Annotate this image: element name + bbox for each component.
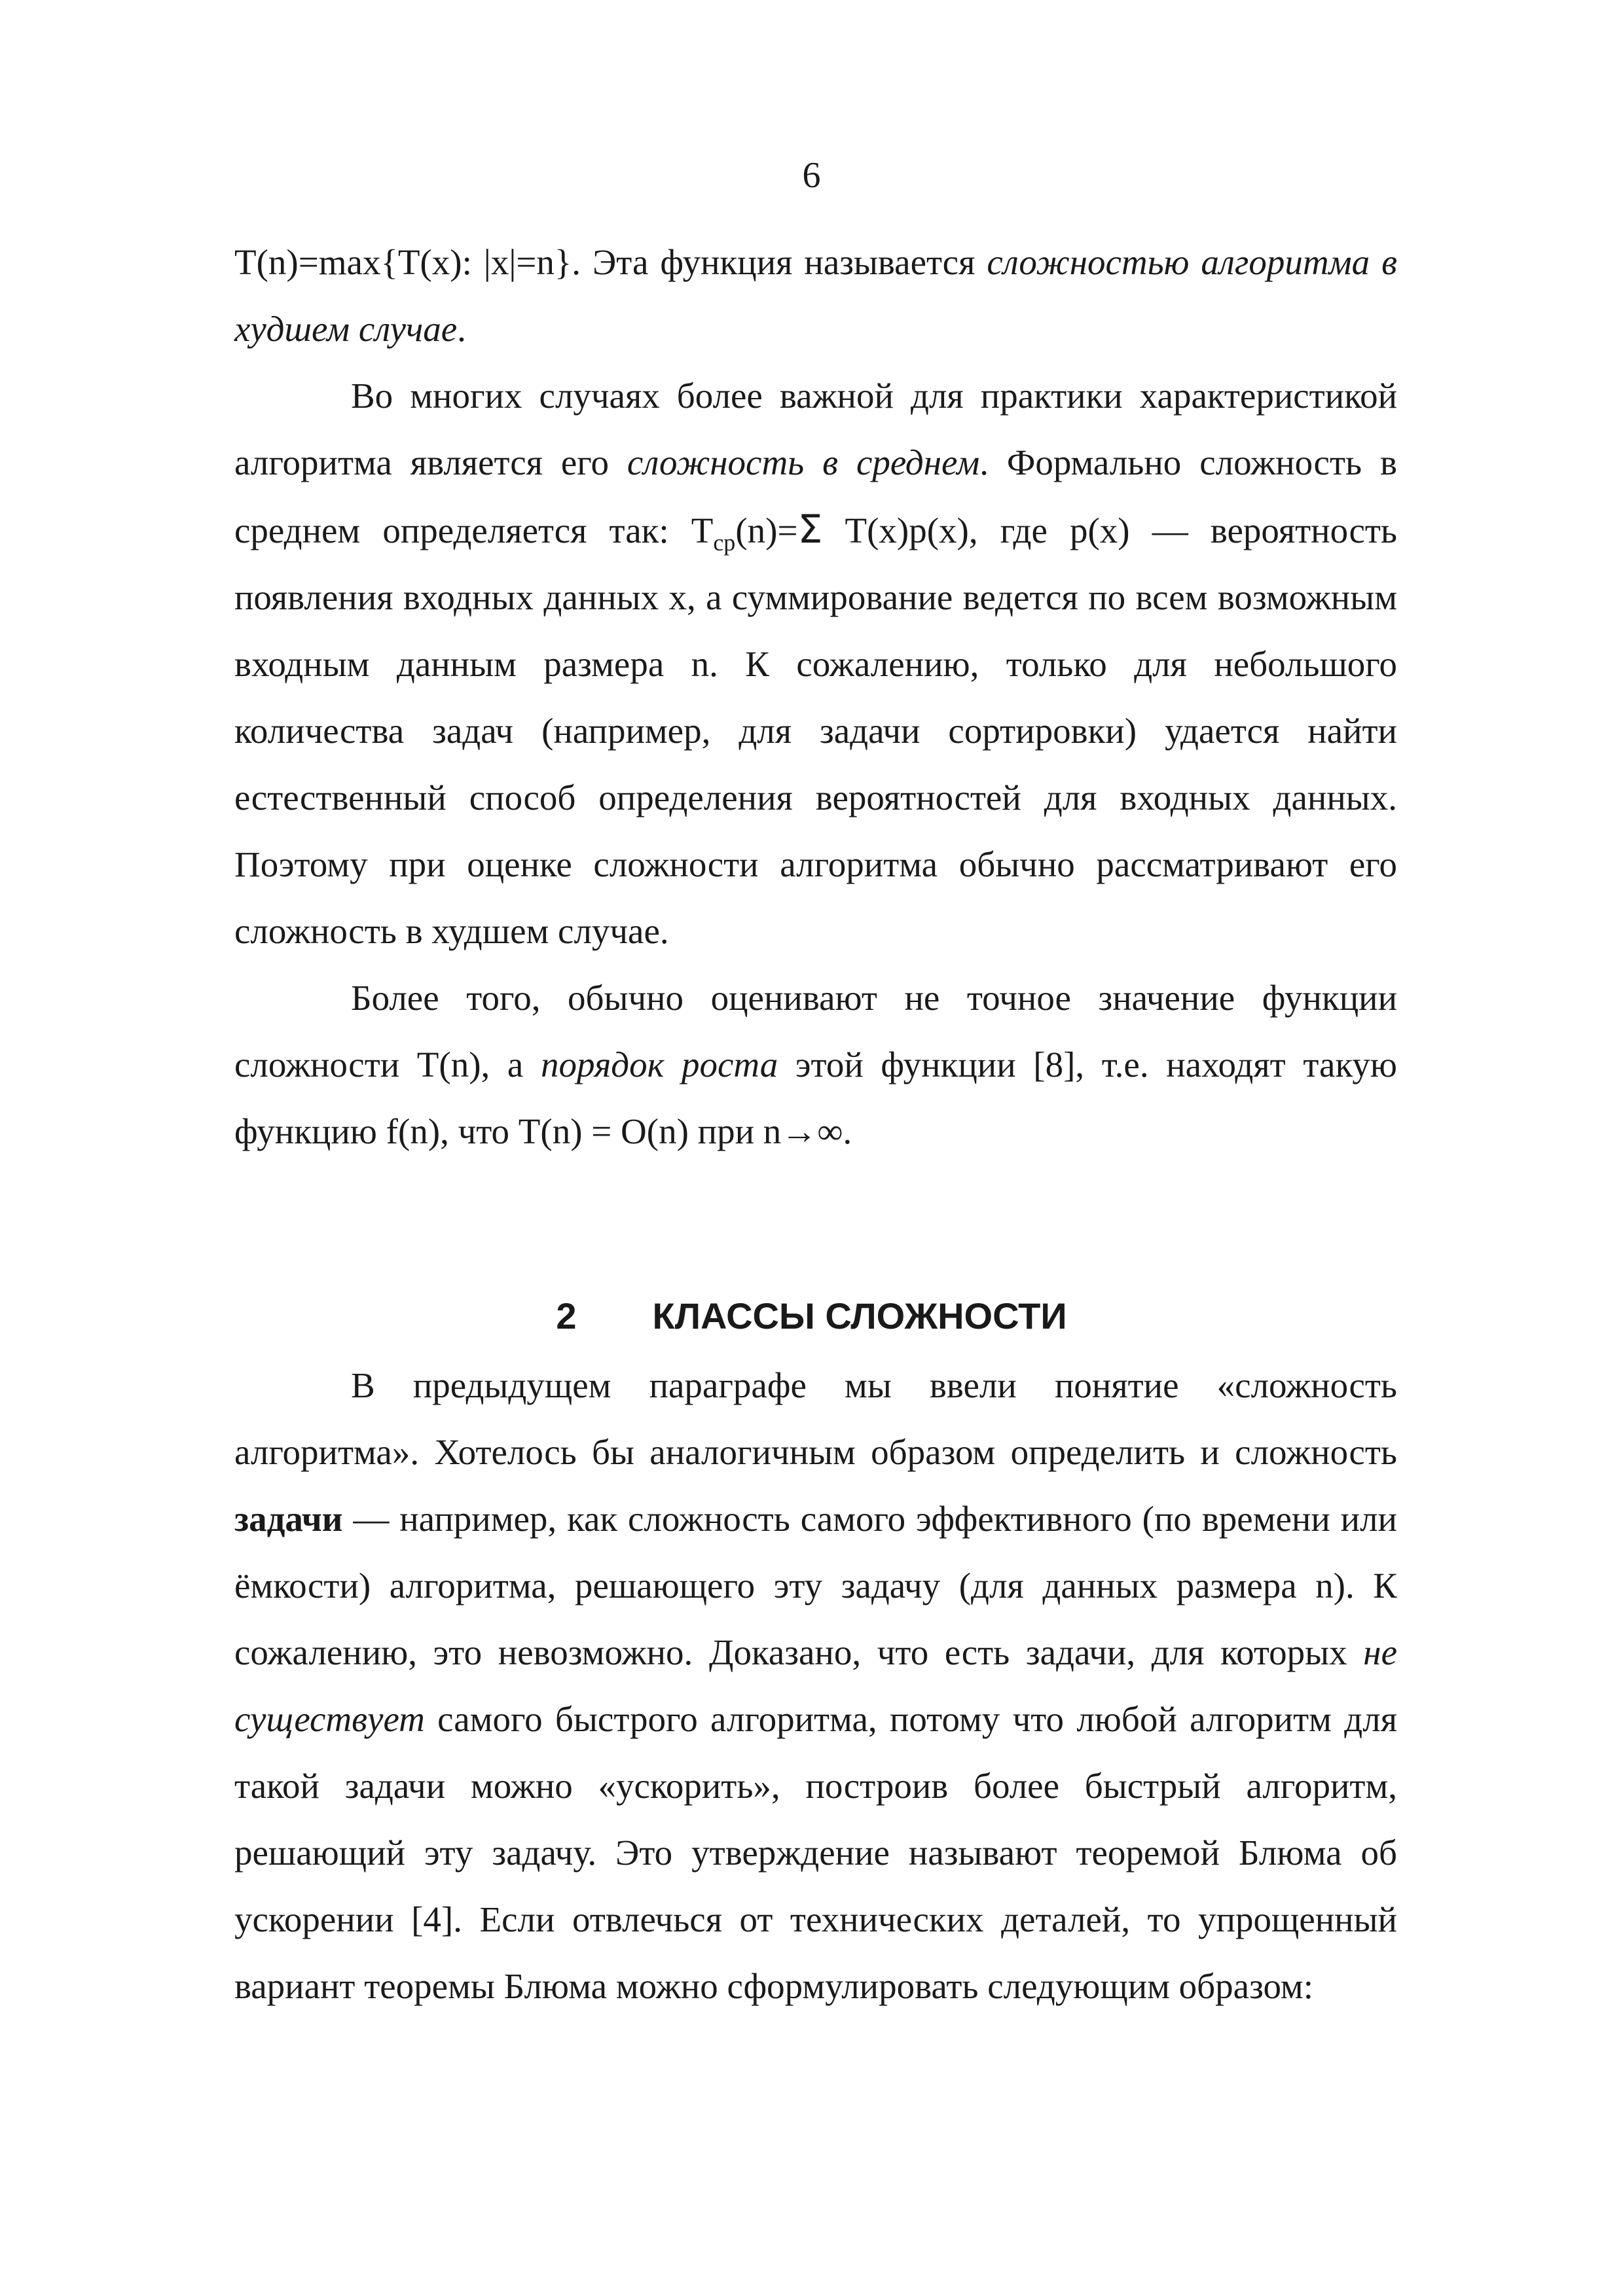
section-2-text [234,1352,1397,2020]
paragraph-text: где p(x) — вероятность появления входных данных x, а суммирование ведется по всем возможным входным данным размера n. К сожалению, только для небольшого количества задач (например, для задачи сортировки) удается найти естественный способ определения вероятностей для входных данных. Поэтому при оценке сложности алгоритма обычно рассматривают его сложность в худшем случае. [234,511,1397,951]
formula-part: T(x)p(x), [822,511,978,550]
term-average-case: сложность в среднем [627,442,980,482]
section-number: 2 [556,1295,577,1336]
formula-part: (n)= [735,511,798,550]
paragraph-task-complexity [234,1352,1397,2020]
section-title: КЛАССЫ СЛОЖНОСТИ [652,1295,1067,1336]
paragraph-text: . [457,309,466,349]
section-1-text [234,229,1397,1165]
sigma-symbol: Σ [797,507,823,552]
paragraph-text: Более того, обычно оценивают не точное значение функции сложности T(n), а [234,978,1397,1085]
paragraph-average-case [234,363,1397,965]
paragraph-text: этой функции [8], т.е. находят такую функцию f(n), что T(n) = O(n) при n→∞. [234,1045,1397,1151]
paragraph-text: . Формально сложность в среднем определяется так: T [234,442,1397,550]
paragraph-text: самого быстрого алгоритма, потому что любой алгоритм для такой задачи можно «ускорить», построив более быстрый алгоритм, решающий эту задачу. Это утверждение называют теоремой Блюма об ускорении [4]. Если отвлечься от технических деталей, то упрощенный вариант теоремы Блюма можно сформулировать следующим образом: [234,1699,1397,2006]
term-growth-order: порядок роста [540,1045,778,1085]
paragraph-growth-order [234,965,1397,1165]
page-number: 6 [802,155,821,196]
formula-worst-case: T(n)=max{T(x): |x|=n}. [234,242,581,282]
term-not-exists: не существует [234,1632,1397,1739]
paragraph-text: Эта функция называется [581,242,987,282]
paragraph-text: В предыдущем параграфе мы ввели понятие «сложность алгоритма». Хотелось бы аналогичным образом определить и сложность [234,1365,1397,1472]
term-task: задачи [234,1499,343,1539]
paragraph-text: — например, как сложность самого эффективного (по времени или ёмкости) алгоритма, решающего эту задачу (для данных размера n). К сожалению, это невозможно. Доказано, что есть задачи, для которых [234,1499,1397,1672]
term-worst-case: сложностью алгоритма в худшем случае [234,242,1397,349]
paragraph-worst-case [234,229,1397,363]
paragraph-text: Во многих случаях более важной для практики характеристикой алгоритма является его [234,376,1397,482]
section-heading [0,1293,1623,1339]
formula-subscript: ср [713,529,736,556]
